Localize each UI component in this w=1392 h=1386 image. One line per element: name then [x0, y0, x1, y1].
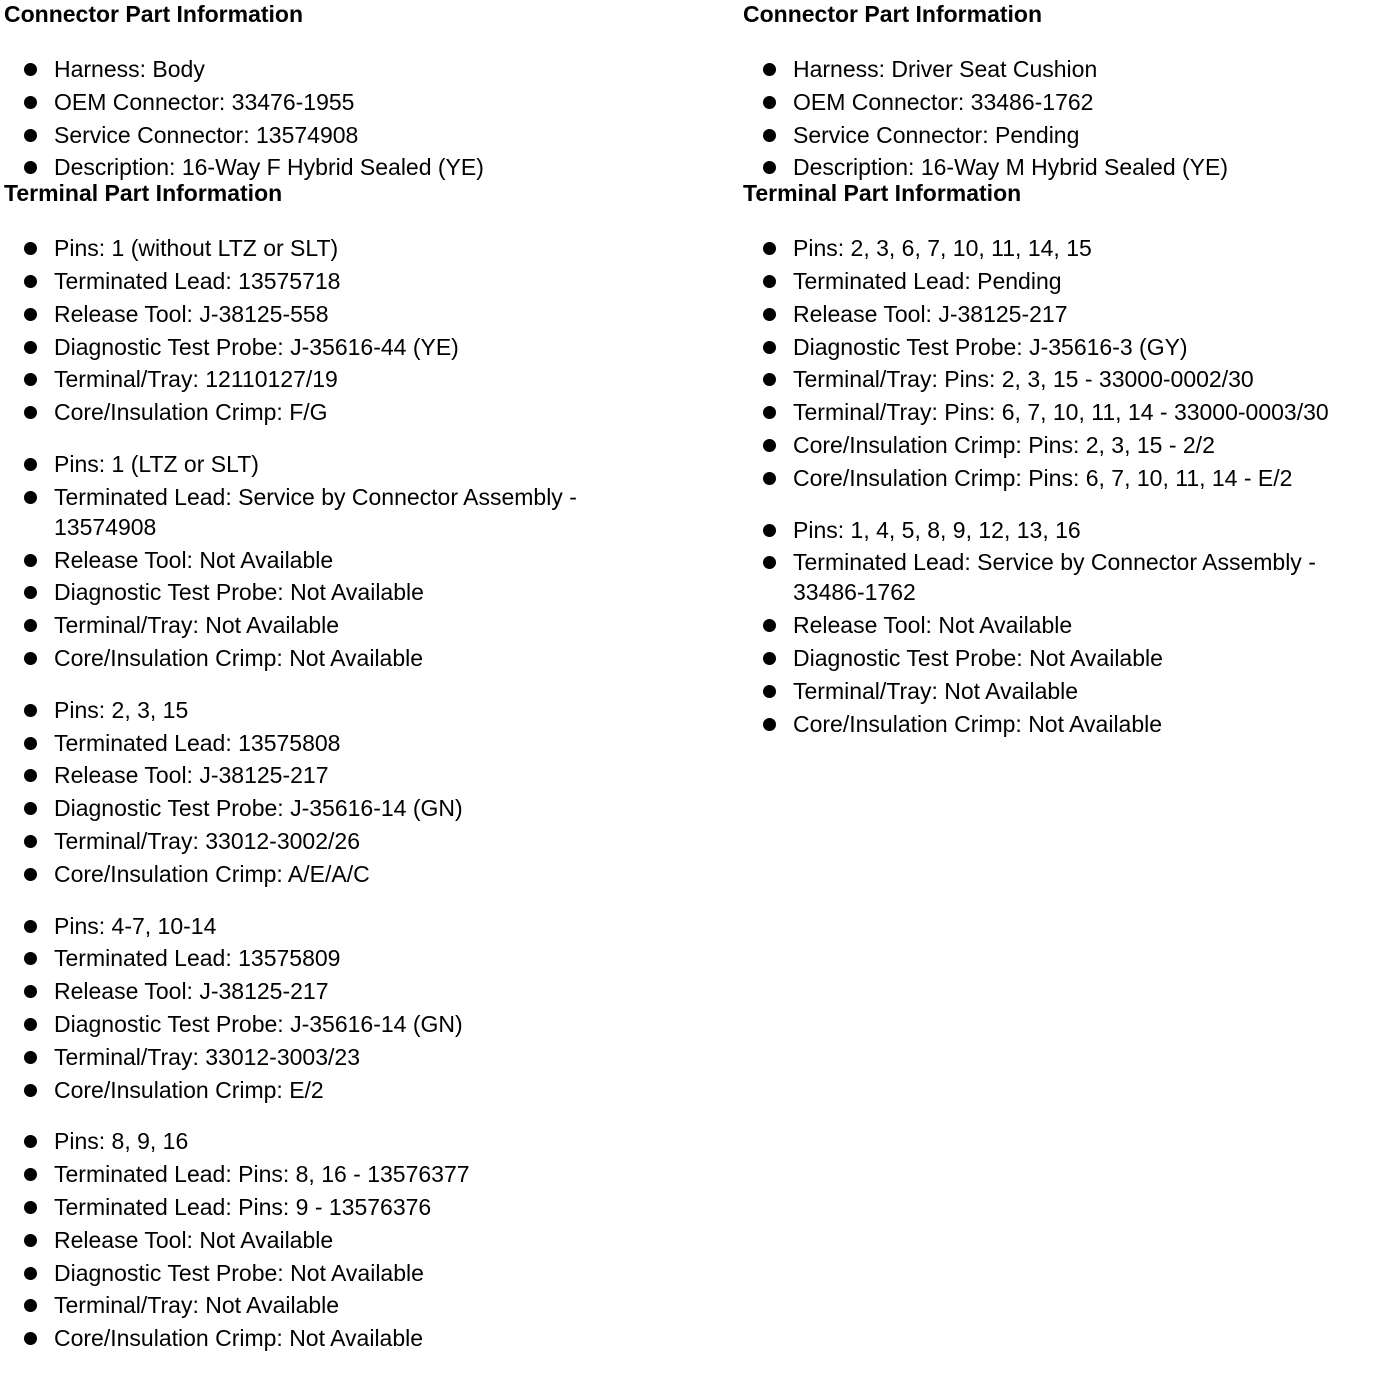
list-item-text: Diagnostic Test Probe: J-35616-14 (GN): [54, 1010, 463, 1037]
list-item-text: Diagnostic Test Probe: Not Available: [793, 644, 1163, 671]
left-column: [4, 0, 704, 1356]
terminal-info-release-tool: [4, 1225, 704, 1255]
terminal-info-diagnostic-test-probe: [743, 332, 1388, 362]
list-item-text: Diagnostic Test Probe: J-35616-3 (GY): [793, 333, 1188, 360]
list-item-text: Terminal/Tray: Pins: 6, 7, 10, 11, 14 - 33000-0003/30: [793, 399, 1329, 426]
list-item-text: Core/Insulation Crimp: Not Available: [793, 710, 1163, 737]
connector-info-oem-connector: [4, 87, 704, 117]
list-item-text: Harness: Body: [54, 56, 205, 82]
list-item-text: Core/Insulation Crimp: A/E/A/C: [54, 860, 370, 887]
list-item-text: Terminal/Tray: 33012-3003/23: [54, 1043, 360, 1070]
bullet-icon: [24, 406, 37, 419]
list-item-text: Description: 16-Way F Hybrid Sealed (YE): [54, 154, 484, 181]
bullet-icon: [763, 242, 776, 255]
list-item-text: Terminal/Tray: Not Available: [54, 1292, 340, 1319]
list-item-text: Pins: 1 (without LTZ or SLT): [54, 235, 339, 262]
terminal-info-terminal-tray: [4, 1290, 704, 1320]
bullet-icon: [24, 129, 37, 142]
terminal-info-release-tool: [4, 545, 704, 575]
terminal-info-terminated-lead: [4, 728, 704, 758]
terminal-info-pins: [4, 1126, 704, 1156]
list-item-text: Pins: 4-7, 10-14: [54, 912, 217, 939]
terminal-group: [4, 1126, 704, 1353]
list-item-text: Diagnostic Test Probe: Not Available: [54, 1259, 424, 1286]
bullet-icon: [24, 835, 37, 848]
terminal-info-terminated-lead: [4, 1159, 704, 1189]
terminal-info-terminal-tray: [743, 676, 1388, 706]
bullet-icon: [24, 341, 37, 354]
list-item-text: Terminal/Tray: Not Available: [54, 612, 340, 639]
connector-info-service-connector: [743, 120, 1388, 150]
terminal-info-pins: [743, 515, 1388, 545]
list-item-text: Service Connector: Pending: [793, 121, 1080, 148]
terminal-group: [4, 911, 704, 1105]
terminal-info-pins: [4, 449, 704, 479]
list-item-text: Pins: 2, 3, 6, 7, 10, 11, 14, 15: [793, 235, 1092, 262]
terminal-info-terminated-lead: [4, 482, 644, 542]
list-item-text: Terminated Lead: 13575718: [54, 267, 341, 294]
list-item-text: Terminated Lead: Service by Connector Assembly - 33486-1762: [793, 549, 1316, 606]
terminal-info-diagnostic-test-probe: [4, 577, 704, 607]
terminal-info-terminal-tray: [4, 364, 704, 394]
bullet-icon: [24, 1332, 37, 1345]
list-item-text: Description: 16-Way M Hybrid Sealed (YE): [793, 154, 1229, 181]
terminal-info-core-insulation-crimp: [4, 1075, 704, 1105]
terminal-info-core-insulation-crimp: [743, 709, 1388, 739]
list-item-text: Release Tool: J-38125-217: [793, 300, 1068, 327]
terminal-group: [743, 233, 1388, 493]
bullet-icon: [24, 1135, 37, 1148]
bullet-icon: [24, 242, 37, 255]
bullet-icon: [24, 161, 37, 174]
terminal-info-pins: [743, 233, 1388, 263]
list-item-text: Diagnostic Test Probe: J-35616-14 (GN): [54, 795, 463, 822]
bullet-icon: [24, 920, 37, 933]
bullet-icon: [763, 63, 776, 76]
terminal-info-core-insulation-crimp: [4, 859, 704, 889]
list-item-text: Core/Insulation Crimp: Pins: 6, 7, 10, 11, 14 - E/2: [793, 464, 1293, 491]
right-column: [743, 0, 1388, 741]
list-item-text: Release Tool: Not Available: [793, 612, 1073, 639]
bullet-icon: [763, 129, 776, 142]
bullet-icon: [24, 586, 37, 599]
list-item-text: Terminated Lead: Pins: 9 - 13576376: [54, 1193, 432, 1220]
list-item-text: Terminated Lead: Pins: 8, 16 - 13576377: [54, 1161, 470, 1188]
bullet-icon: [24, 868, 37, 881]
list-item-text: Core/Insulation Crimp: Not Available: [54, 644, 424, 671]
list-item-text: Release Tool: J-38125-217: [54, 978, 329, 1005]
terminal-info-diagnostic-test-probe: [4, 1009, 704, 1039]
terminal-info-core-insulation-crimp: [743, 463, 1388, 493]
connector-info-description: [4, 152, 704, 182]
list-item-text: OEM Connector: 33486-1762: [793, 88, 1094, 115]
terminal-info-core-insulation-crimp: [4, 643, 704, 673]
connector-info-list: [743, 54, 1388, 182]
list-item-text: Terminated Lead: Pending: [793, 267, 1062, 294]
terminal-info-diagnostic-test-probe: [4, 332, 704, 362]
terminal-info-core-insulation-crimp: [4, 397, 704, 427]
terminal-info-core-insulation-crimp: [743, 430, 1388, 460]
list-item-text: Pins: 8, 9, 16: [54, 1128, 189, 1155]
terminal-info-terminated-lead: [4, 1192, 704, 1222]
bullet-icon: [24, 769, 37, 782]
bullet-icon: [763, 439, 776, 452]
list-item-text: Core/Insulation Crimp: E/2: [54, 1076, 324, 1103]
connector-info-harness: [4, 54, 704, 84]
bullet-icon: [763, 373, 776, 386]
connector-part-heading: Connector Part Information: [743, 1, 1043, 27]
terminal-part-heading: Terminal Part Information: [4, 180, 283, 207]
bullet-icon: [24, 308, 37, 321]
list-item-text: Terminal/Tray: 12110127/19: [54, 366, 338, 393]
bullet-icon: [24, 1234, 37, 1247]
bullet-icon: [763, 685, 776, 698]
bullet-icon: [24, 491, 37, 504]
bullet-icon: [24, 652, 37, 665]
list-item-text: Diagnostic Test Probe: Not Available: [54, 579, 424, 606]
terminal-info-terminal-tray: [4, 610, 704, 640]
bullet-icon: [24, 1168, 37, 1181]
list-item-text: Terminated Lead: 13575809: [54, 945, 341, 972]
terminal-info-diagnostic-test-probe: [4, 1258, 704, 1288]
terminal-info-pins: [4, 911, 704, 941]
bullet-icon: [763, 652, 776, 665]
bullet-icon: [24, 1051, 37, 1064]
list-item-text: Terminal/Tray: Pins: 2, 3, 15 - 33000-0002/30: [793, 366, 1254, 393]
connector-info-harness: [743, 54, 1388, 84]
list-item-text: Release Tool: Not Available: [54, 546, 334, 573]
list-item-text: Service Connector: 13574908: [54, 121, 359, 148]
terminal-info-pins: [4, 233, 704, 263]
bullet-icon: [763, 524, 776, 537]
list-item-text: Terminated Lead: Service by Connector Assembly - 13574908: [54, 483, 577, 540]
bullet-icon: [763, 556, 776, 569]
list-item-text: Release Tool: J-38125-558: [54, 300, 329, 327]
terminal-info-terminal-tray: [4, 1042, 704, 1072]
list-item-text: Terminal/Tray: 33012-3002/26: [54, 827, 360, 854]
list-item-text: Release Tool: J-38125-217: [54, 762, 329, 789]
terminal-group: [4, 695, 704, 889]
bullet-icon: [763, 308, 776, 321]
terminal-info-diagnostic-test-probe: [743, 643, 1388, 673]
list-item-text: Core/Insulation Crimp: Pins: 2, 3, 15 - 2/2: [793, 431, 1215, 458]
bullet-icon: [24, 704, 37, 717]
terminal-group: [4, 449, 704, 673]
bullet-icon: [763, 341, 776, 354]
list-item-text: Pins: 1 (LTZ or SLT): [54, 450, 259, 477]
terminal-info-release-tool: [743, 610, 1388, 640]
list-item-text: Terminated Lead: 13575808: [54, 729, 341, 756]
bullet-icon: [24, 373, 37, 386]
bullet-icon: [24, 554, 37, 567]
terminal-info-release-tool: [743, 299, 1388, 329]
list-item-text: Release Tool: Not Available: [54, 1226, 334, 1253]
bullet-icon: [763, 718, 776, 731]
bullet-icon: [24, 96, 37, 109]
bullet-icon: [763, 161, 776, 174]
bullet-icon: [24, 737, 37, 750]
terminal-info-pins: [4, 695, 704, 725]
terminal-info-terminated-lead: [743, 547, 1383, 607]
terminal-info-terminal-tray: [4, 826, 704, 856]
connector-info-service-connector: [4, 120, 704, 150]
terminal-info-release-tool: [4, 299, 704, 329]
terminal-part-heading: Terminal Part Information: [743, 180, 1022, 207]
list-item-text: OEM Connector: 33476-1955: [54, 88, 355, 115]
list-item-text: Core/Insulation Crimp: F/G: [54, 399, 328, 426]
terminal-info-diagnostic-test-probe: [4, 793, 704, 823]
bullet-icon: [24, 1299, 37, 1312]
terminal-info-terminated-lead: [4, 266, 704, 296]
bullet-icon: [24, 1018, 37, 1031]
connector-info-description: [743, 152, 1388, 182]
list-item-text: Pins: 2, 3, 15: [54, 696, 189, 723]
terminal-group: [4, 233, 704, 427]
bullet-icon: [24, 1201, 37, 1214]
bullet-icon: [24, 802, 37, 815]
bullet-icon: [24, 619, 37, 632]
list-item-text: Diagnostic Test Probe: J-35616-44 (YE): [54, 333, 459, 360]
terminal-info-terminal-tray: [743, 364, 1388, 394]
bullet-icon: [763, 472, 776, 485]
bullet-icon: [24, 985, 37, 998]
bullet-icon: [763, 406, 776, 419]
list-item-text: Harness: Driver Seat Cushion: [793, 56, 1098, 82]
bullet-icon: [24, 952, 37, 965]
list-item-text: Core/Insulation Crimp: Not Available: [54, 1325, 424, 1352]
terminal-group: [743, 515, 1388, 739]
list-item-text: Terminal/Tray: Not Available: [793, 677, 1079, 704]
list-item-text: Pins: 1, 4, 5, 8, 9, 12, 13, 16: [793, 516, 1081, 543]
bullet-icon: [24, 63, 37, 76]
terminal-info-terminal-tray: [743, 397, 1388, 427]
connector-info-list: [4, 54, 704, 182]
terminal-info-terminated-lead: [4, 943, 704, 973]
terminal-info-release-tool: [4, 760, 704, 790]
bullet-icon: [24, 1267, 37, 1280]
bullet-icon: [24, 458, 37, 471]
terminal-info-terminated-lead: [743, 266, 1388, 296]
connector-part-heading: Connector Part Information: [4, 1, 304, 27]
terminal-info-core-insulation-crimp: [4, 1323, 704, 1353]
terminal-info-release-tool: [4, 976, 704, 1006]
bullet-icon: [763, 619, 776, 632]
bullet-icon: [24, 1084, 37, 1097]
bullet-icon: [763, 96, 776, 109]
connector-info-oem-connector: [743, 87, 1388, 117]
bullet-icon: [24, 275, 37, 288]
bullet-icon: [763, 275, 776, 288]
